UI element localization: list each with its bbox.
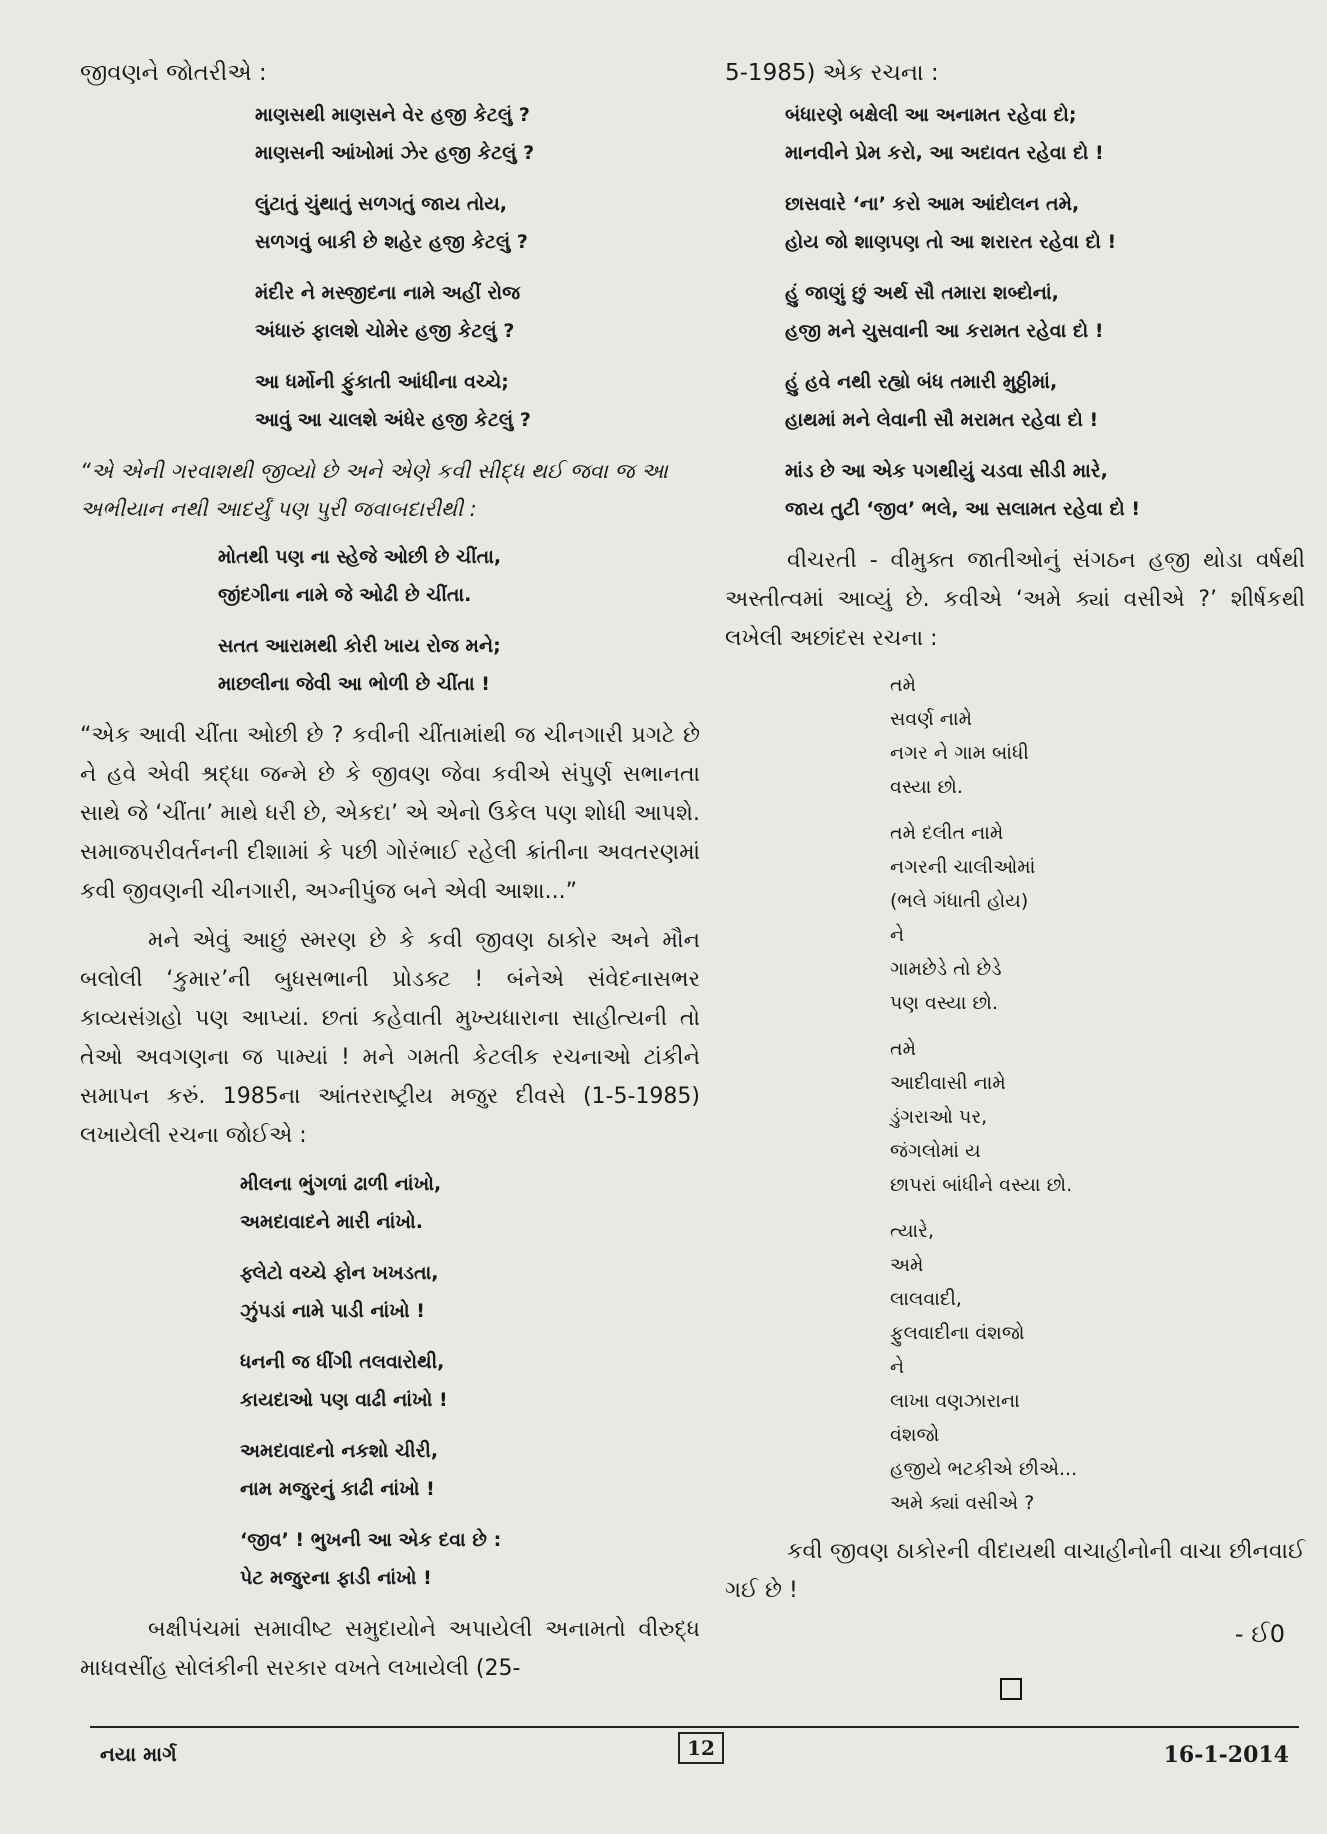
poem-line: ત્યારે, (890, 1220, 935, 1242)
poem-line: ને (890, 924, 905, 946)
poem-stanza (240, 1432, 700, 1508)
poem-line: છાસવારે ‘ના’ કરો આમ આંદોલન તમે, (785, 193, 1080, 215)
poem-line: માંડ છે આ એક પગથીયું ચડવા સીડી મારે, (785, 460, 1108, 482)
poem-stanza (890, 816, 1305, 1020)
poem-line: ‘જીવ’ ! ભુખની આ એક દવા છે : (240, 1529, 502, 1551)
poem-ame-kya-vasie (725, 668, 1305, 1520)
poem-line: હું જાણું છું અર્થ સૌ તમારા શબ્દોનાં, (785, 282, 1059, 304)
poem-stanza (240, 1521, 700, 1597)
poem-line: ધનની જ ધીંગી તલવારોથી, (240, 1351, 445, 1373)
poem-line: નામ મજુરનું કાઢી નાંખો ! (240, 1478, 435, 1500)
poem-line: સતત આરામથી કોરી ખાય રોજ મને; (218, 635, 501, 657)
poem-line: બંધારણે બક્ષેલી આ અનામત રહેવા દો; (785, 104, 1077, 126)
poem-line: માનવીને પ્રેમ કરો, આ અદાવત રહેવા દો ! (785, 142, 1104, 164)
poem-line: જંગલોમાં ય (890, 1140, 981, 1162)
poem-stanza (218, 538, 700, 614)
poem-line: લાલવાદી, (890, 1288, 962, 1310)
poem-line: ફ્લેટો વચ્ચે ફોન ખખડતા, (240, 1262, 439, 1284)
poem-line: અમદાવાદનો નકશો ચીરી, (240, 1440, 439, 1462)
paragraph-viday: કવી જીવણ ઠાકોરની વીદાયથી વાચાહીનોની વાચા છીનવાઈ ગઈ છે ! (725, 1539, 1305, 1603)
issue-date: 16-1-2014 (1163, 1742, 1289, 1768)
quote-intro: “એ એની ગરવાશથી જીવ્યો છે અને એણે કવી સીદ્ધ થઈ જવા જ આ અભીયાન નથી આદર્યું પણ પુરી જવાબદારીથી : (80, 459, 668, 521)
poem-line: લુંટાતું ચુંથાતું સળગતું જાય તોય, (255, 193, 508, 215)
poem-line: માણસની આંખોમાં ઝેર હજી કેટલું ? (255, 142, 535, 164)
poem-line: લાખા વણઝારાના (890, 1390, 1020, 1412)
paragraph-vicharti: વીચરતી - વીમુક્ત જાતીઓનું સંગઠન હજી થોડા વર્ષથી અસ્તીત્વમાં આવ્યું છે. કવીએ ‘અમે ક્યાં વસીએ ?’ શીર્ષકથી લખેલી અછાંદસ રચના : (725, 548, 1305, 651)
poem-line: અમે (890, 1254, 924, 1276)
poem-stanza (255, 185, 700, 261)
poem-line: હજીયે ભટકીએ છીએ... (890, 1458, 1078, 1480)
poem-line: તમે (890, 674, 917, 696)
poem-line: ને (890, 1356, 905, 1378)
poem-line: પેટ મજુરના ફાડી નાંખો ! (240, 1567, 432, 1589)
section-heading: જીવણને જોતરીએ : (80, 60, 267, 86)
poem-stanza (240, 1165, 700, 1241)
end-mark-box (1000, 1678, 1022, 1700)
poem-stanza (890, 668, 1305, 804)
poem-line: વસ્યા છો. (890, 776, 963, 798)
poem-stanza (785, 96, 1305, 172)
poem-line: તમે (890, 1038, 917, 1060)
right-column (725, 60, 1305, 1648)
paragraph-chinta: “એક આવી ચીંતા ઓછી છે ? કવીની ચીંતામાંથી જ ચીનગારી પ્રગટે છે ને હવે એવી શ્રદ્ધા જન્મે છે કે જીવણ જેવા કવીએ સંપુર્ણ સભાનતા સાથે જે ‘ચીંતા’ માથે ધરી છે, એકદા’ એ એનો ઉકેલ પણ શોધી આપશે. સમાજપરીવર્તનની દીશામાં કે પછી ગોરંભાઈ રહેલી ક્રાંતીના અવતરણમાં કવી જીવણની ચીનગારી, અગ્નીપુંજ બને એવી આશા...” (80, 723, 700, 904)
poem-line: માછલીના જેવી આ ભોળી છે ચીંતા ! (218, 673, 490, 695)
poem-stanza (240, 1254, 700, 1330)
poem-line: ફુલવાદીના વંશજો (890, 1322, 1025, 1344)
paragraph-smaran: મને એવું આછું સ્મરણ છે કે કવી જીવણ ઠાકોર અને મૌન બલોલી ‘કુમાર’ની બુધસભાની પ્રોડક્ટ ! બંનેએ સંવેદનાસભર કાવ્યસંગ્રહો પણ આપ્યાં. છતાં કહેવાતી મુખ્યધારાના સાહીત્યની તો તેઓ અવગણના જ પામ્યાં ! મને ગમતી કેટલીક રચનાઓ ટાંકીને સમાપન કરું. 1985ના આંતરરાષ્ટ્રીય મજુર દીવસે (1-5-1985) લખાયેલી રચના જોઈએ : (80, 928, 700, 1148)
poem-stanza (785, 185, 1305, 261)
poem-line: અંધારું ફાલશે ચોમેર હજી કેટલું ? (255, 320, 515, 342)
magazine-name: નયા માર્ગ (100, 1742, 177, 1766)
poem-line: (ભલે ગંધાતી હોય) (890, 890, 1029, 912)
poem-line: હોય જો શાણપણ તો આ શરારત રહેવા દો ! (785, 231, 1117, 253)
poem-stanza (218, 627, 700, 703)
poem-stanza (785, 452, 1305, 528)
paragraph-bakshipanch: બક્ષીપંચમાં સમાવીષ્ટ સમુદાયોને અપાયેલી અનામતો વીરુદ્ધ માધવસીંહ સોલંકીની સરકાર વખતે લખાયેલી (25- (80, 1617, 700, 1681)
author-signature: - ઈ0 (1234, 1620, 1285, 1648)
poem-line: અમદાવાદને મારી નાંખો. (240, 1211, 423, 1233)
poem-line: અમે ક્યાં વસીએ ? (890, 1492, 1035, 1514)
poem-line: સવર્ણ નામે (890, 708, 973, 730)
poem-line: હજી મને ચુસવાની આ કરામત રહેવા દો ! (785, 320, 1104, 342)
poem-line: આ ધર્મોની ફુંકાતી આંધીના વચ્ચે; (255, 371, 509, 393)
page-number: 12 (678, 1732, 724, 1764)
poem-stanza (255, 363, 700, 439)
poem-line: મંદીર ને મસ્જીદના નામે અહીં રોજ (255, 282, 521, 304)
poem-line: તમે દલીત નામે (890, 822, 1004, 844)
poem-stanza (255, 96, 700, 172)
poem-line: હું હવે નથી રહ્યો બંધ તમારી મુઠ્ઠીમાં, (785, 371, 1058, 393)
poem-line: છાપરાં બાંધીને વસ્યા છો. (890, 1174, 1073, 1196)
poem-line: જીંદગીના નામે જે ઓઢી છે ચીંતા. (218, 584, 472, 606)
left-column (80, 60, 700, 1698)
poem-line: ગામછેડે તો છેડે (890, 958, 1002, 980)
poem-manasthi (80, 96, 700, 439)
poem-line: ઝુંપડાં નામે પાડી નાંખો ! (240, 1300, 425, 1322)
poem-line: આદીવાસી નામે (890, 1072, 1006, 1094)
poem-stanza (890, 1032, 1305, 1202)
poem-stanza (255, 274, 700, 350)
poem-stanza (890, 1214, 1305, 1520)
poem-line: કાયદાઓ પણ વાઢી નાંખો ! (240, 1389, 448, 1411)
poem-mil (80, 1165, 700, 1597)
poem-line: વંશજો (890, 1424, 940, 1446)
poem-line: હાથમાં મને લેવાની સૌ મરામત રહેવા દો ! (785, 409, 1099, 431)
poem-stanza (785, 363, 1305, 439)
poem-line: પણ વસ્યા છો. (890, 992, 998, 1014)
poem-chinta (80, 538, 700, 703)
poem-line: જાય તુટી ‘જીવ’ ભલે, આ સલામત રહેવા દો ! (785, 498, 1141, 520)
poem-line: નગર ને ગામ બાંધી (890, 742, 1029, 764)
poem-line: મોતથી પણ ના સ્હેજે ઓછી છે ચીંતા, (218, 546, 502, 568)
poem-line: મીલના ભુંગળાં ઢાળી નાંખો, (240, 1173, 442, 1195)
poem-line: નગરની ચાલીઓમાં (890, 856, 1036, 878)
poem-stanza (240, 1343, 700, 1419)
poem-line: આવું આ ચાલશે અંધેર હજી કેટલું ? (255, 409, 531, 431)
section-heading-right: 5-1985) એક રચના : (725, 60, 939, 86)
poem-stanza (785, 274, 1305, 350)
poem-line: સળગવું બાકી છે શહેર હજી કેટલું ? (255, 231, 528, 253)
poem-line: માણસથી માણસને વેર હજી કેટલું ? (255, 104, 530, 126)
poem-line: ડુંગરાઓ પર, (890, 1106, 988, 1128)
page-footer (90, 1726, 1299, 1768)
poem-anamat (725, 96, 1305, 528)
